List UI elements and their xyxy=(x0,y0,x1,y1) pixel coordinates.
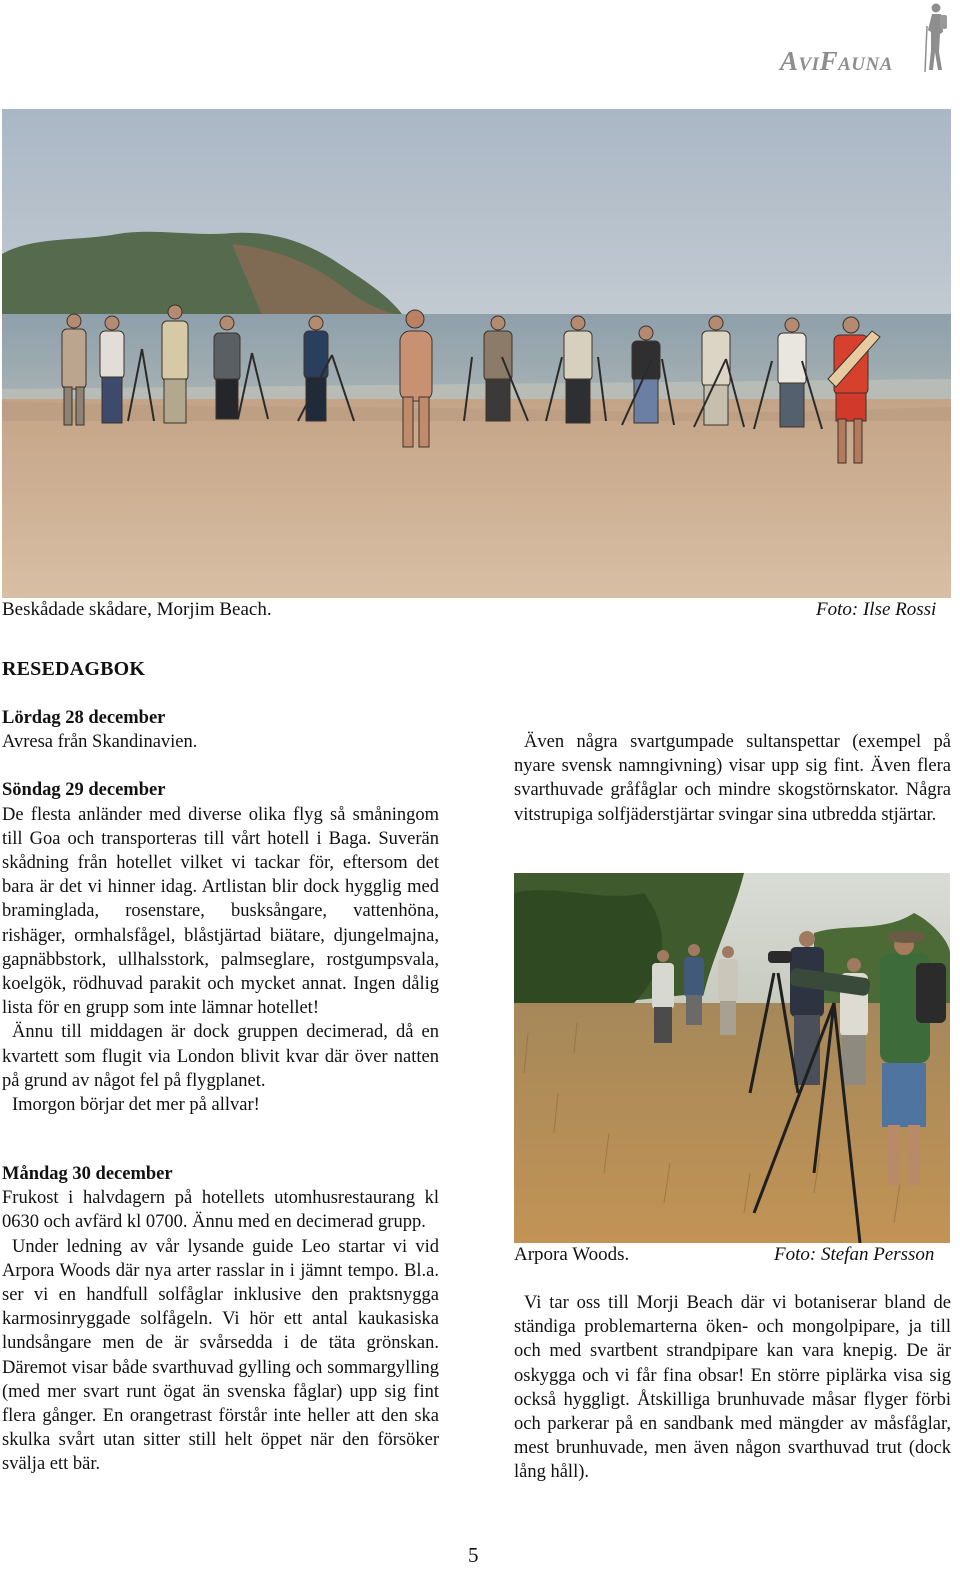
woods-birdwatchers-image xyxy=(514,873,950,1243)
day-paragraph: Avresa från Skandinavien. xyxy=(2,732,198,753)
right-column-bottom xyxy=(514,1291,951,1485)
section-heading: RESEDAGBOK xyxy=(2,658,146,680)
beach-photo-caption: Beskådade skådare, Morjim Beach. xyxy=(2,599,272,620)
left-column-lower xyxy=(2,1162,439,1477)
beach-birdwatchers-image xyxy=(2,109,951,598)
day-paragraph: Imorgon börjar det mer på allvar! xyxy=(12,1095,260,1116)
day-paragraph: De flesta anländer med diverse olika flyg så småningom till Goa och transporteras till vårt hotell i Baga. Suverän skådning från hotellet vilket vi tackar för, eftersom det bara är det vi hinner idag. Artlistan blir dock hygglig med braminglada, rosenstare, busksångare, vattenhöna, rishäger, ormhalsfågel, blåstjärtad biätare, djungelmajna, gapnäbbstork, ullhalsstork, palmseglare, rostgumpsvala, koelgök, rödhuvad parakit och mycket annat. Ingen dålig lista för en grupp som inte lämnar hotellet! xyxy=(2,804,439,1019)
right-column-top xyxy=(514,730,951,827)
logo-text: AviFauna xyxy=(780,46,893,76)
woods-photo xyxy=(514,873,950,1243)
left-column xyxy=(2,706,439,1117)
hiker-silhouette-icon xyxy=(922,2,950,74)
day-paragraph: Frukost i halvdagern på hotellets utomhusrestaurang kl 0630 och avfärd kl 0700. Ännu med en decimerad grupp. xyxy=(2,1188,439,1233)
woods-photo-credit: Foto: Stefan Persson xyxy=(774,1244,935,1265)
beach-photo xyxy=(2,109,951,598)
day-title: Lördag 28 december xyxy=(2,708,166,728)
woods-photo-caption: Arpora Woods. xyxy=(514,1244,630,1265)
day-title: Söndag 29 december xyxy=(2,780,166,801)
day-paragraph: Ännu till middagen är dock gruppen decimerad, då en kvartett som flugit via London blivit kvar där över natten på grund av något fel på flygplanet. xyxy=(2,1022,439,1091)
beach-photo-credit: Foto: Ilse Rossi xyxy=(816,599,937,620)
right-paragraph-1: Även några svartgumpade sultanspettar (exempel på nyare svensk namngivning) visar upp sig fint. Även flera svarthuvade gråfåglar och mindre skogstörnskator. Några vitstrupiga solfjäderstjärtar svingar sina utbredda stjärtar. xyxy=(514,732,951,825)
right-paragraph-2: Vi tar oss till Morji Beach där vi botaniserar bland de ständiga problemarterna öken- och mongolpipare, ja till och med svartbent strandpipare kan vara knepig. De är oskygga och vi får fina obsar! En större piplärka visa sig också hyggligt. Åtskilliga brunhuvade måsar flyger förbi och parkerar på en sandbank med mängder av måsfåglar, mest brunhuvade, men även någon svarthuvad trut (dock lång håll). xyxy=(514,1293,951,1483)
day-paragraph: Under ledning av vår lysande guide Leo startar vi vid Arpora Woods där nya arter rasslar in i jämnt tempo. Bl.a. ser vi en handfull solfåglar inklusive den praktsnygga karmosinryggade solfågeln. Vi hör ett antal kaukasiska lundsångare men de är svårsedda i de täta grönskan. Däremot visar både svarthuvad gylling och sommargylling (med mer svart runt ögat än svenska fåglar) upp sig fint flera gånger. En orangetrast förstår inte heller att den ska skulka svårt utan sitter still helt öppet när den försöker svälja ett bär. xyxy=(2,1236,439,1475)
avifauna-logo xyxy=(780,2,952,78)
page-number: 5 xyxy=(468,1543,479,1567)
day-title: Måndag 30 december xyxy=(2,1164,173,1184)
